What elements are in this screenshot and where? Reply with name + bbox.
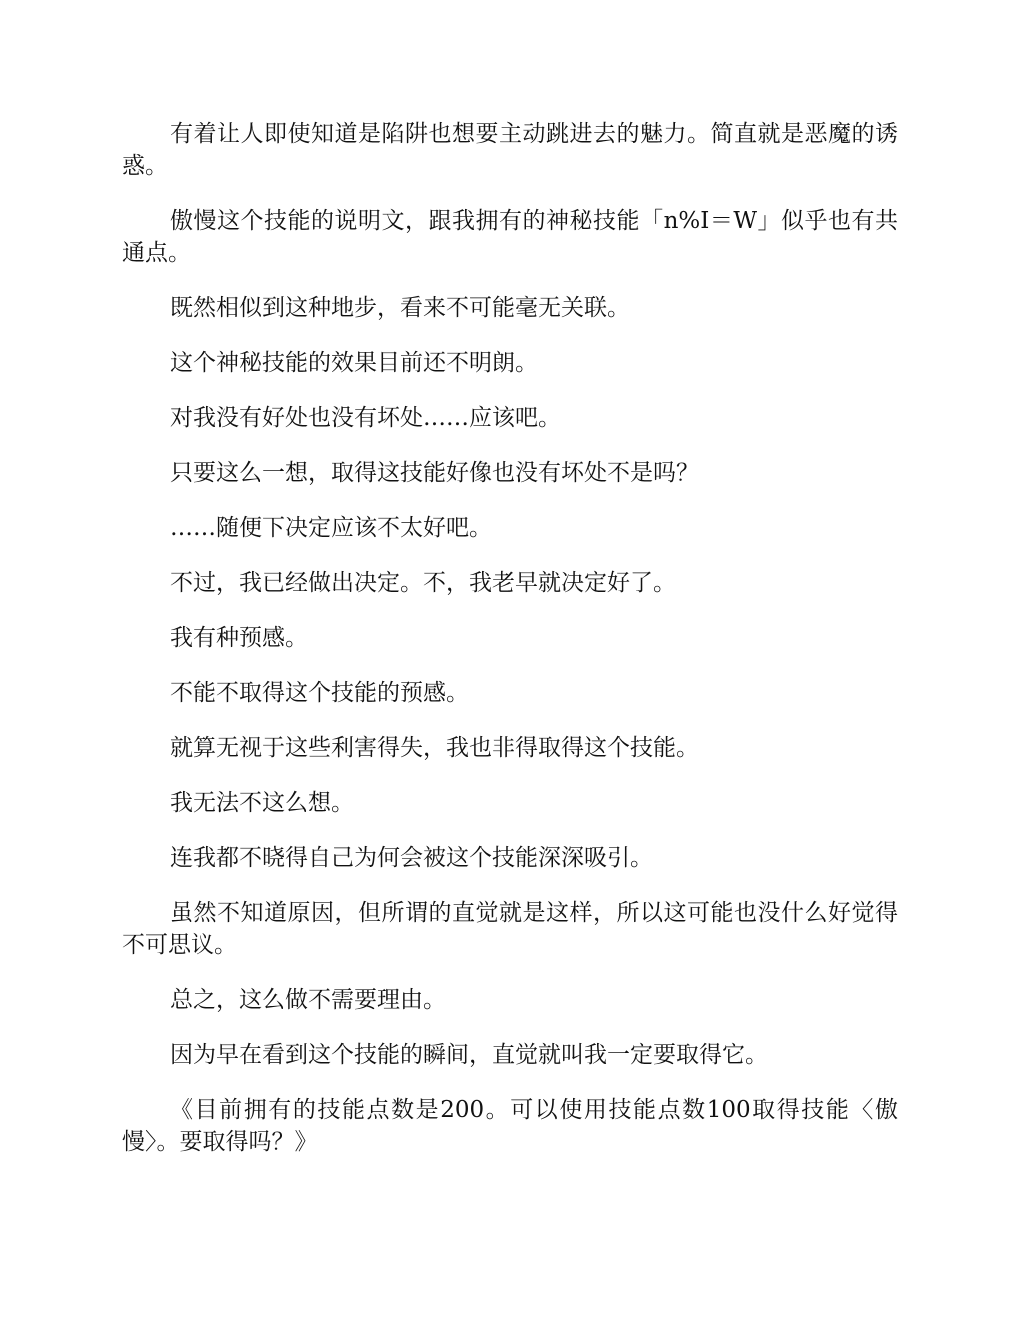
paragraph: 傲慢这个技能的说明文，跟我拥有的神秘技能「n%I＝W」似乎也有共通点。 (122, 208, 898, 266)
paragraph: 连我都不晓得自己为何会被这个技能深深吸引。 (170, 845, 653, 871)
paragraph: 因为早在看到这个技能的瞬间，直觉就叫我一定要取得它。 (170, 1042, 768, 1068)
paragraph: 不过，我已经做出决定。不，我老早就决定好了。 (170, 570, 676, 596)
paragraph: ……随便下决定应该不太好吧。 (170, 515, 492, 541)
paragraph: 《目前拥有的技能点数是200。可以使用技能点数100取得技能〈傲慢〉。要取得吗？》 (122, 1097, 898, 1155)
document-page (122, 118, 898, 1181)
paragraph: 有着让人即使知道是陷阱也想要主动跳进去的魅力。简直就是恶魔的诱惑。 (122, 121, 898, 179)
paragraph: 这个神秘技能的效果目前还不明朗。 (170, 350, 538, 376)
paragraph: 只要这么一想，取得这技能好像也没有坏处不是吗？ (170, 460, 699, 486)
paragraph: 我无法不这么想。 (170, 790, 354, 816)
paragraph: 对我没有好处也没有坏处……应该吧。 (170, 405, 561, 431)
paragraph: 就算无视于这些利害得失，我也非得取得这个技能。 (170, 735, 699, 761)
paragraph: 我有种预感。 (170, 625, 308, 651)
paragraph: 总之，这么做不需要理由。 (170, 987, 446, 1013)
paragraph: 不能不取得这个技能的预感。 (170, 680, 469, 706)
paragraph: 虽然不知道原因，但所谓的直觉就是这样，所以这可能也没什么好觉得不可思议。 (122, 900, 898, 958)
paragraph: 既然相似到这种地步，看来不可能毫无关联。 (170, 295, 630, 321)
